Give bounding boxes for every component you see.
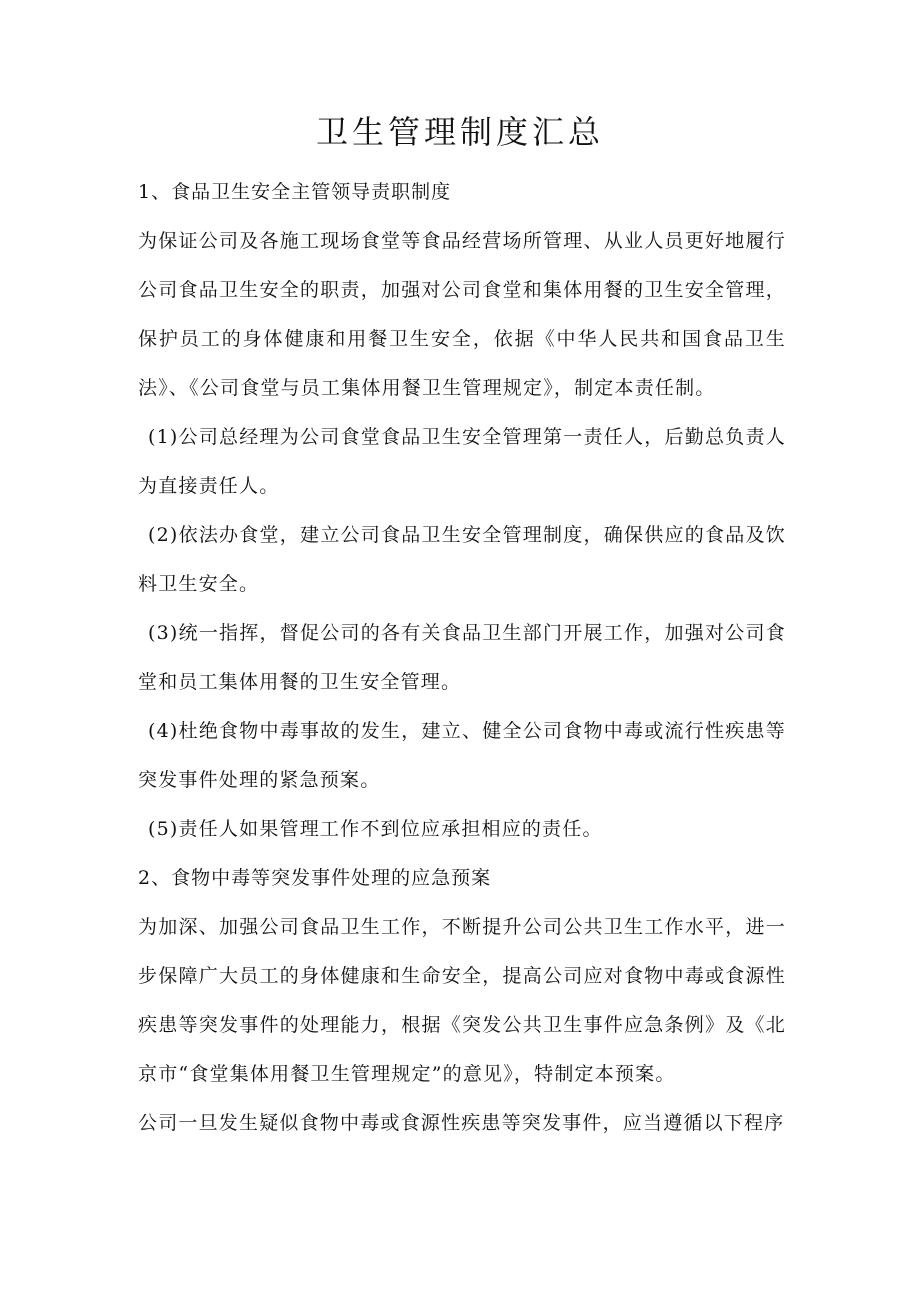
section-1-item-4: (4)杜绝食物中毒事故的发生，建立、健全公司食物中毒或流行性疾患等突发事件处理的紧急预案。	[138, 720, 786, 791]
section-2-continuation: 公司一旦发生疑似食物中毒或食源性疾患等突发事件，应当遵循以下程序	[138, 1112, 785, 1134]
document-title: 卫生管理制度汇总	[315, 113, 604, 151]
section-1-item-5: (5)责任人如果管理工作不到位应承担相应的责任。	[148, 818, 603, 840]
document-body	[138, 168, 786, 1148]
section-1-intro: 为保证公司及各施工现场食堂等食品经营场所管理、从业人员更好地履行公司食品卫生安全的职责，加强对公司食堂和集体用餐的卫生安全管理，保护员工的身体健康和用餐卫生安全，依据《中华人民共和国食品卫生法》、《公司食堂与员工集体用餐卫生管理规定》，制定本责任制。	[138, 230, 786, 399]
section-1-item-1: (1)公司总经理为公司食堂食品卫生安全管理第一责任人，后勤总负责人为直接责任人。	[138, 426, 786, 497]
section-1-item-2: (2)依法办食堂，建立公司食品卫生安全管理制度，确保供应的食品及饮料卫生安全。	[138, 524, 786, 595]
section-1-item-3: (3)统一指挥，督促公司的各有关食品卫生部门开展工作，加强对公司食堂和员工集体用餐的卫生安全管理。	[138, 622, 786, 693]
section-2-intro: 为加深、加强公司食品卫生工作，不断提升公司公共卫生工作水平，进一步保障广大员工的身体健康和生命安全，提高公司应对食物中毒或食源性疾患等突发事件的处理能力，根据《突发公共卫生事件应急条例》及《北京市“食堂集体用餐卫生管理规定”的意见》，特制定本预案。	[138, 916, 786, 1085]
section-2-heading: 2、食物中毒等突发事件处理的应急预案	[138, 867, 492, 889]
section-1-heading: 1、食品卫生安全主管领导责职制度	[138, 181, 452, 203]
